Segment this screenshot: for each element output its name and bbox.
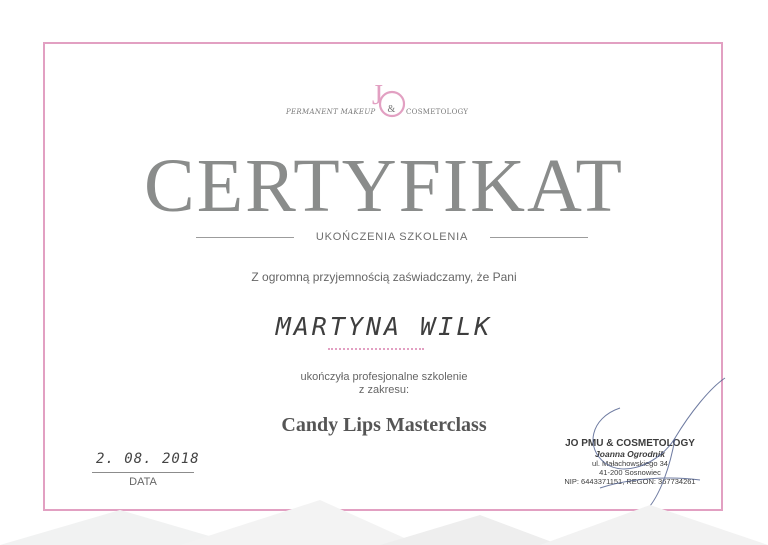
signature-stroke [593,378,725,506]
subtitle-rule-right [490,237,588,238]
decorative-shapes [0,490,768,545]
signature [580,368,730,508]
date-value: 2. 08. 2018 [96,451,200,467]
date-label: DATA [129,476,157,488]
logo-right-text: COSMETOLOGY [406,108,469,116]
logo-j: J [372,80,383,111]
logo-left-text: PERMANENT MAKEUP [286,108,376,116]
jo-logo-mark [362,74,410,120]
subtitle-rule-left [196,237,294,238]
subtitle-row [196,228,588,246]
stamp-tax-ids: NIP: 6443371151, REGON: 367734261 [564,477,696,486]
completion-line-1: ukończyła profesjonalne szkolenie [300,371,468,383]
intro-text: Z ogromną przyjemnością zaświadczamy, że Pani [251,270,517,284]
name-dotted-line [328,348,424,350]
certificate-title: CERTYFIKAT [144,144,624,228]
course-name: Candy Lips Masterclass [281,414,487,436]
completion-line-2: z zakresu: [358,384,410,396]
stamp-company: JO PMU & COSMETOLOGY [565,438,695,449]
logo-ampersand: & [387,104,396,115]
brand-logo [0,74,768,120]
stamp-street: ul. Małachowskiego 34 [592,459,668,468]
date-line [92,472,194,473]
recipient-name: MARTYNA WILK [275,312,493,341]
stamp-city: 41-200 Sosnowiec [599,468,661,477]
decor-shape-2 [180,500,420,545]
stamp-owner: Joanna Ogrodnik [595,449,665,459]
decor-shape-4 [540,505,768,545]
certificate-subtitle: UKOŃCZENIA SZKOLENIA [315,231,469,243]
decor-shape-3 [380,515,560,545]
